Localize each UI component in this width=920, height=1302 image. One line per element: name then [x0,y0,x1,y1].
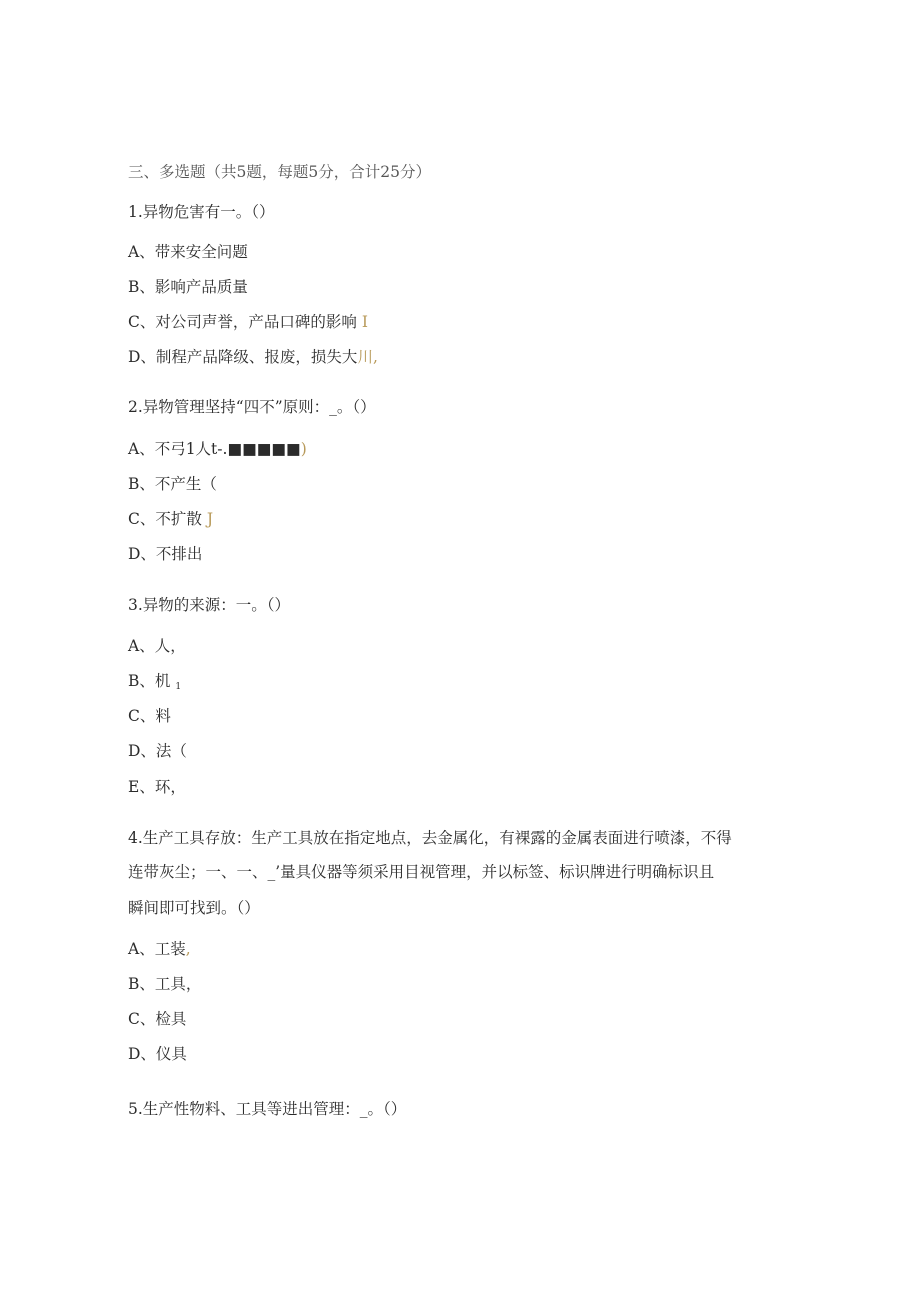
q2-option-a: A、不弓1人t-.■■■■■) [128,440,307,458]
q3-option-d: D、法（ [128,742,187,760]
question-4-stem-line-1: 4.生产工具存放：生产工具放在指定地点，去金属化，有裸露的金属表面进行喷漆，不得 [128,829,732,847]
question-5-stem: 5.生产性物料、工具等进出管理：_。（） [128,1100,407,1118]
ocr-artifact-mark: , [185,940,191,958]
q4-option-b: B、工具， [128,975,202,993]
question-2-stem: 2.异物管理坚持“四不”原则：_。（） [128,398,376,416]
q1-option-b: B、影响产品质量 [128,278,248,296]
ocr-artifact-mark: I [361,313,368,331]
question-3-stem: 3.异物的来源：一。（） [128,596,291,614]
q3-option-b: B、机 $_1$ [128,672,182,692]
ocr-artifact-mark: 川, [357,348,378,366]
q1-option-c: C、对公司声誉，产品口碑的影响 I [128,313,368,331]
section-title: 三、多选题（共5题，每题5分，合计25分） [128,163,431,181]
q2-option-b: B、不产生（ [128,475,217,493]
question-4-stem-line-2: 连带灰尘；一、一、_’量具仪器等须采用目视管理，并以标签、标识牌进行明确标识且 [128,863,715,881]
q4-option-c: C、检具 [128,1010,187,1028]
q3-option-c: C、料 [128,707,171,725]
q3-option-e: E、环， [128,778,186,796]
question-4-stem-line-3: 瞬间即可找到。（） [128,899,260,917]
q1-option-a: A、带来安全问题 [128,243,248,261]
ocr-artifact-mark: J [206,510,214,528]
q4-option-d: D、仪具 [128,1045,187,1063]
ocr-artifact-mark: ) [300,440,307,458]
q3-option-a: A、人， [128,637,186,655]
q2-option-d: D、不排出 [128,545,203,563]
q4-option-a: A、工装, [128,940,191,958]
q1-option-d: D、制程产品降级、报废，损失大川, [128,348,378,366]
ocr-artifact-mark: 1 [175,682,182,692]
q2-option-c: C、不扩散 J [128,510,214,528]
question-1-stem: 1.异物危害有一。（） [128,203,275,221]
